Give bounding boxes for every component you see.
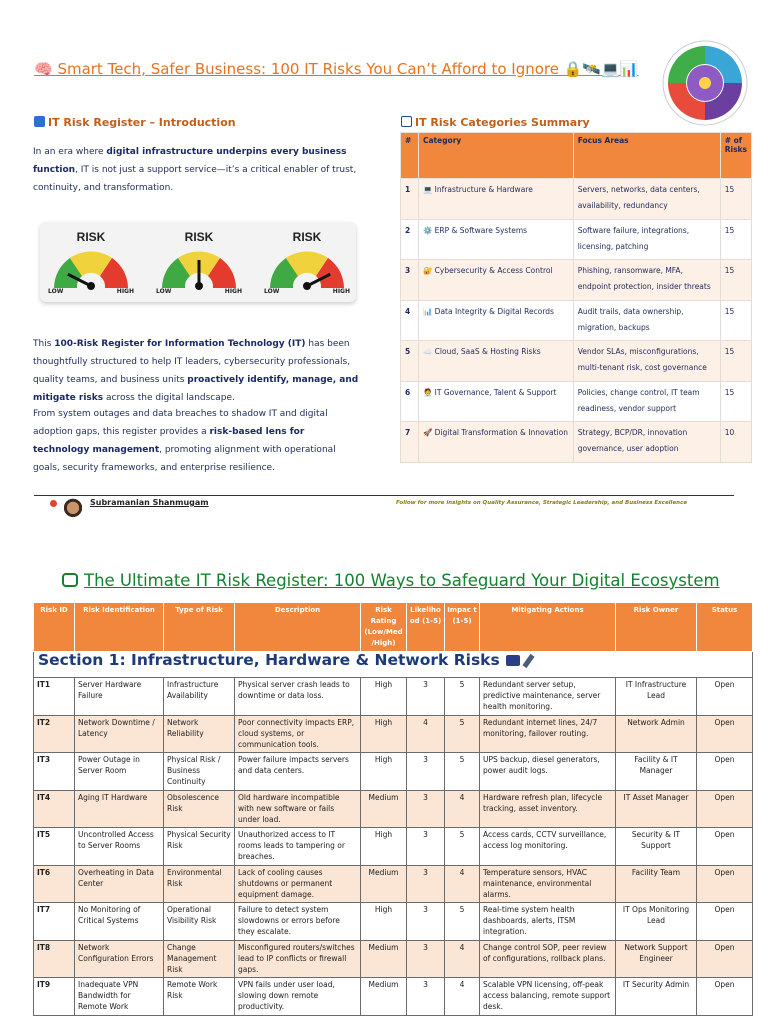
risk-rating: Medium [361, 940, 407, 978]
avatar [61, 498, 85, 524]
risk-owner: Facility & IT Manager [616, 753, 697, 791]
category-focus: Phishing, ransomware, MFA, endpoint protection, insider threats [573, 260, 720, 301]
risk-type: Physical Risk / Business Continuity [164, 753, 235, 791]
gauge-label: RISK [292, 230, 322, 244]
risk-impact: 5 [445, 828, 480, 866]
risk-owner: IT Security Admin [616, 978, 697, 1016]
risk-description: Poor connectivity impacts ERP, cloud systems, or communication tools. [235, 715, 361, 753]
risk-id: IT4 [34, 790, 75, 828]
category-name: ⚙️ ERP & Software Systems [418, 219, 573, 260]
risk-gauge-low [46, 230, 136, 298]
risk-impact: 4 [445, 940, 480, 978]
risk-owner: Facility Team [616, 865, 697, 903]
table-row [34, 865, 753, 903]
category-focus: Strategy, BCP/DR, innovation governance, user adoption [573, 422, 720, 463]
risk-status: Open [697, 940, 753, 978]
risk-id: IT5 [34, 828, 75, 866]
risk-owner: IT Ops Monitoring Lead [616, 903, 697, 941]
risk-identification: Uncontrolled Access to Server Rooms [75, 828, 164, 866]
category-number: 7 [401, 422, 419, 463]
category-number: 6 [401, 381, 419, 422]
register-header-row [34, 603, 753, 652]
intro-heading: IT Risk Register – Introduction [34, 116, 236, 129]
risk-status: Open [697, 790, 753, 828]
category-name: 🧑‍💼 IT Governance, Talent & Support [418, 381, 573, 422]
risk-rating: High [361, 678, 407, 716]
category-row [401, 341, 752, 382]
category-name: 📊 Data Integrity & Digital Records [418, 300, 573, 341]
risk-likelihood: 3 [407, 940, 445, 978]
risk-id: IT6 [34, 865, 75, 903]
table-row [34, 940, 753, 978]
risk-id: IT1 [34, 678, 75, 716]
risk-type: Operational Visibility Risk [164, 903, 235, 941]
category-focus: Servers, networks, data centers, availability, redundancy [573, 179, 720, 220]
gauge-dial-medium-icon [154, 246, 244, 290]
category-row [401, 422, 752, 463]
author-name[interactable]: Subramanian Shanmugam [90, 498, 209, 507]
category-count: 15 [720, 341, 751, 382]
risk-likelihood: 3 [407, 865, 445, 903]
category-number: 1 [401, 179, 419, 220]
risk-identification: Network Downtime / Latency [75, 715, 164, 753]
risk-description: Unauthorized access to IT rooms leads to tampering or breaches. [235, 828, 361, 866]
risk-identification: Aging IT Hardware [75, 790, 164, 828]
gauge-label: RISK [184, 230, 214, 244]
category-count: 15 [720, 179, 751, 220]
risk-likelihood: 3 [407, 978, 445, 1016]
risk-description: Power failure impacts servers and data centers. [235, 753, 361, 791]
risk-gauge-medium [154, 230, 244, 298]
gauge-low-label: LOW [264, 288, 280, 295]
risk-rating: High [361, 753, 407, 791]
categories-header-row [401, 133, 752, 179]
tool-icon [522, 654, 534, 668]
table-row [34, 678, 753, 716]
table-row [34, 790, 753, 828]
risk-description: VPN fails under user load, slowing down remote productivity. [235, 978, 361, 1016]
gauge-high-label: HIGH [332, 288, 350, 295]
risk-id: IT8 [34, 940, 75, 978]
risk-type: Obsolescence Risk [164, 790, 235, 828]
risk-type: Remote Work Risk [164, 978, 235, 1016]
risk-rating: High [361, 828, 407, 866]
category-focus: Vendor SLAs, misconfigurations, multi-tenant risk, cost governance [573, 341, 720, 382]
col-header: # [401, 133, 419, 179]
category-number: 3 [401, 260, 419, 301]
risk-gauges [40, 222, 356, 302]
risk-mitigation: Scalable VPN licensing, off-peak access balancing, remote support desk. [480, 978, 616, 1016]
risk-owner: IT Infrastructure Lead [616, 678, 697, 716]
section-title: Section 1: Infrastructure, Hardware & Network Risks [38, 651, 500, 669]
risk-status: Open [697, 828, 753, 866]
risk-status: Open [697, 753, 753, 791]
col-header: Risk Owner [616, 603, 697, 652]
risk-cycle-logo-icon [662, 40, 748, 126]
risk-type: Infrastructure Availability [164, 678, 235, 716]
category-number: 4 [401, 300, 419, 341]
col-header: Description [235, 603, 361, 652]
risk-description: Old hardware incompatible with new software or fails under load. [235, 790, 361, 828]
risk-likelihood: 3 [407, 790, 445, 828]
category-number: 5 [401, 341, 419, 382]
risk-type: Network Reliability [164, 715, 235, 753]
gauge-high-label: HIGH [116, 288, 134, 295]
risk-register-table [33, 602, 753, 1016]
col-header: Status [697, 603, 753, 652]
col-header: Risk Rating (Low/Med /High) [361, 603, 407, 652]
category-row [401, 260, 752, 301]
intro-paragraph-2: This 100-Risk Register for Information Technology (IT) has been thoughtfully structured to help IT leaders, cybersecurity professionals, quality teams, and business units proactively identify, manage, and mitigate risks across the digital landscape. [33, 339, 359, 403]
risk-owner: Network Support Engineer [616, 940, 697, 978]
clipboard-icon [401, 116, 412, 127]
book-icon [34, 116, 45, 127]
risk-identification: Network Configuration Errors [75, 940, 164, 978]
col-header: Focus Areas [573, 133, 720, 179]
page-title: 🧠 Smart Tech, Safer Business: 100 IT Risks You Can’t Afford to Ignore 🔒🛰️💻📊 [34, 60, 639, 78]
risk-mitigation: Access cards, CCTV surveillance, access log monitoring. [480, 828, 616, 866]
risk-description: Failure to detect system slowdowns or errors before they escalate. [235, 903, 361, 941]
risk-likelihood: 3 [407, 753, 445, 791]
table-row [34, 903, 753, 941]
risk-impact: 5 [445, 753, 480, 791]
category-focus: Audit trails, data ownership, migration, backups [573, 300, 720, 341]
risk-id: IT9 [34, 978, 75, 1016]
risk-type: Environmental Risk [164, 865, 235, 903]
risk-mitigation: Real-time system health dashboards, alerts, ITSM integration. [480, 903, 616, 941]
risk-rating: High [361, 903, 407, 941]
risk-identification: Power Outage in Server Room [75, 753, 164, 791]
gauge-low-label: LOW [156, 288, 172, 295]
risk-mitigation: UPS backup, diesel generators, power audit logs. [480, 753, 616, 791]
category-row [401, 381, 752, 422]
follow-note: Follow for more insights on Quality Assurance, Strategic Leadership, and Business Excellence [396, 500, 688, 506]
risk-identification: Server Hardware Failure [75, 678, 164, 716]
shield-icon [62, 573, 78, 587]
risk-owner: Network Admin [616, 715, 697, 753]
intro-paragraph-1: In an era where digital infrastructure underpins every business function, IT is not just a support service—it’s a critical enabler of trust, continuity, and transformation. [33, 147, 357, 193]
risk-impact: 5 [445, 903, 480, 941]
risk-mitigation: Hardware refresh plan, lifecycle tracking, asset inventory. [480, 790, 616, 828]
risk-id: IT7 [34, 903, 75, 941]
category-name: ☁️ Cloud, SaaS & Hosting Risks [418, 341, 573, 382]
section-cell [34, 652, 753, 678]
risk-likelihood: 3 [407, 828, 445, 866]
risk-status: Open [697, 903, 753, 941]
risk-rating: Medium [361, 978, 407, 1016]
table-row [34, 828, 753, 866]
category-name: 🚀 Digital Transformation & Innovation [418, 422, 573, 463]
risk-impact: 4 [445, 978, 480, 1016]
risk-mitigation: Redundant internet lines, 24/7 monitoring, failover routing. [480, 715, 616, 753]
risk-impact: 4 [445, 865, 480, 903]
category-number: 2 [401, 219, 419, 260]
risk-mitigation: Temperature sensors, HVAC maintenance, environmental alarms. [480, 865, 616, 903]
risk-identification: Overheating in Data Center [75, 865, 164, 903]
gauge-low-label: LOW [48, 288, 64, 295]
status-dot-icon [50, 500, 57, 507]
risk-status: Open [697, 715, 753, 753]
computer-icon [506, 655, 520, 666]
category-count: 15 [720, 219, 751, 260]
table-row [34, 978, 753, 1016]
col-header: Impac t (1-5) [445, 603, 480, 652]
risk-owner: Security & IT Support [616, 828, 697, 866]
category-row [401, 179, 752, 220]
risk-type: Change Management Risk [164, 940, 235, 978]
categories-table [400, 132, 752, 463]
risk-rating: Medium [361, 865, 407, 903]
category-count: 15 [720, 381, 751, 422]
gauge-dial-high-icon [262, 246, 352, 290]
col-header: # of Risks [720, 133, 751, 179]
risk-id: IT2 [34, 715, 75, 753]
risk-likelihood: 3 [407, 903, 445, 941]
register-title: The Ultimate IT Risk Register: 100 Ways to Safeguard Your Digital Ecosystem [62, 571, 720, 590]
risk-description: Misconfigured routers/switches lead to IP conflicts or firewall gaps. [235, 940, 361, 978]
risk-rating: High [361, 715, 407, 753]
col-header: Risk Identification [75, 603, 164, 652]
risk-gauge-high [262, 230, 352, 298]
risk-mitigation: Change control SOP, peer review of configurations, rollback plans. [480, 940, 616, 978]
col-header: Type of Risk [164, 603, 235, 652]
category-focus: Software failure, integrations, licensing, patching [573, 219, 720, 260]
category-name: 🔐 Cybersecurity & Access Control [418, 260, 573, 301]
risk-likelihood: 4 [407, 715, 445, 753]
category-count: 15 [720, 300, 751, 341]
col-header: Risk ID [34, 603, 75, 652]
col-header: Mitigating Actions [480, 603, 616, 652]
risk-rating: Medium [361, 790, 407, 828]
category-focus: Policies, change control, IT team readiness, vendor support [573, 381, 720, 422]
risk-status: Open [697, 678, 753, 716]
risk-description: Physical server crash leads to downtime or data loss. [235, 678, 361, 716]
category-count: 15 [720, 260, 751, 301]
risk-id: IT3 [34, 753, 75, 791]
risk-identification: Inadequate VPN Bandwidth for Remote Work [75, 978, 164, 1016]
risk-identification: No Monitoring of Critical Systems [75, 903, 164, 941]
risk-mitigation: Redundant server setup, predictive maintenance, server health monitoring. [480, 678, 616, 716]
risk-type: Physical Security Risk [164, 828, 235, 866]
risk-impact: 5 [445, 678, 480, 716]
gauge-dial-low-icon [46, 246, 136, 290]
risk-owner: IT Asset Manager [616, 790, 697, 828]
category-row [401, 219, 752, 260]
risk-impact: 5 [445, 715, 480, 753]
intro-paragraph-3: From system outages and data breaches to shadow IT and digital adoption gaps, this register provides a risk-based lens for technology management, promoting alignment with operational goals, security frameworks, and enterprise resilience. [33, 409, 336, 473]
risk-impact: 4 [445, 790, 480, 828]
category-count: 10 [720, 422, 751, 463]
section-row [34, 652, 753, 678]
table-row [34, 753, 753, 791]
category-row [401, 300, 752, 341]
gauge-label: RISK [76, 230, 106, 244]
col-header: Category [418, 133, 573, 179]
categories-heading: IT Risk Categories Summary [401, 116, 590, 129]
category-name: 💻 Infrastructure & Hardware [418, 179, 573, 220]
table-row [34, 715, 753, 753]
risk-status: Open [697, 978, 753, 1016]
col-header: Likeliho od (1-5) [407, 603, 445, 652]
risk-status: Open [697, 865, 753, 903]
gauge-high-label: HIGH [224, 288, 242, 295]
risk-description: Lack of cooling causes shutdowns or permanent equipment damage. [235, 865, 361, 903]
footer-divider [34, 495, 734, 496]
risk-likelihood: 3 [407, 678, 445, 716]
